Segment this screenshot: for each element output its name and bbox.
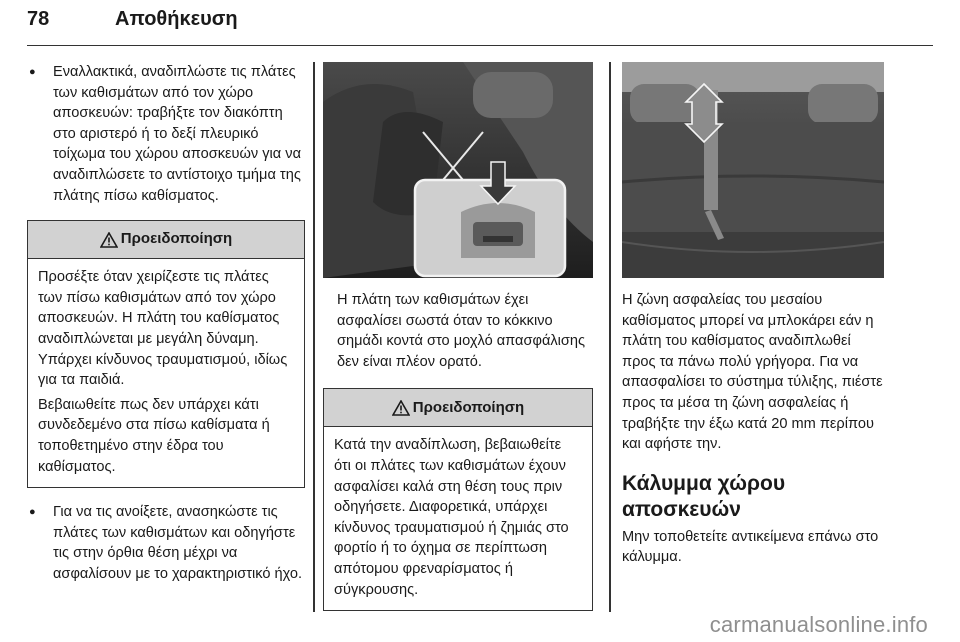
column-left — [27, 62, 305, 584]
seat-release-lever-image — [323, 62, 593, 278]
chapter-title: Αποθήκευση — [115, 8, 238, 30]
column-divider-1 — [313, 62, 315, 612]
warning-header — [28, 221, 304, 259]
warning-triangle-icon — [392, 400, 410, 416]
warning-title: Προειδοποίηση — [120, 230, 233, 248]
image-caption-seatbelt: Η ζώνη ασφαλείας του μεσαίου καθίσματος μπορεί να μπλοκάρει εάν η πλάτη του καθίσματος αναδιπλωθεί προς τα πάνω πολύ γρήγορα. Για να απασφαλίσει το σύστημα τύλιξης, πιέστε προς τα μέσα τη ζώνη ασφαλείας ή τραβήξτε την έξω κατά 20 mm περίπου και αφήστε την. — [622, 292, 883, 453]
warning-paragraph: Κατά την αναδίπλωση, βεβαιωθείτε ότι οι πλάτες των καθισμάτων έχουν ασφαλίσει καλά στη θέση τους πριν οδηγήσετε. Διαφορετικά, υπάρχει κίνδυνος τραυματισμού ή ζημιάς στο φορτίο ή το όχημα σε περίπτωση απότομου φρεναρίσματος ή σύγκρουσης. — [334, 437, 569, 598]
watermark: carmanualsonline.info — [709, 612, 928, 637]
page-header — [27, 4, 933, 46]
warning-paragraph: Βεβαιωθείτε πως δεν υπάρχει κάτι συνδεδεμένο στα πίσω καθίσματα ή τοποθετημένο στην έδρα του καθίσματος. — [38, 396, 270, 475]
bullet-item-raise-seatbacks: ● Για να τις ανοίξετε, ανασηκώστε τις πλάτες των καθισμάτων και οδηγήστε τις στην όρθια θέση μέχρι να ασφαλίσουν με το χαρακτηριστικό ήχο. — [27, 502, 305, 584]
warning-triangle-icon — [100, 232, 118, 248]
warning-body — [28, 259, 304, 487]
page-number: 78 — [27, 8, 50, 30]
section-title-luggage-cover: Κάλυμμα χώρου αποσκευών — [622, 471, 786, 521]
warning-box — [323, 388, 593, 611]
warning-body — [324, 427, 592, 610]
column-middle — [323, 62, 593, 611]
warning-box — [27, 220, 305, 488]
warning-paragraph: Προσέξτε όταν χειρίζεστε τις πλάτες των πίσω καθισμάτων από τον χώρο αποσκευών. Η πλάτη του καθίσματος αναδιπλώνεται με μεγάλη δύναμη. Υπάρχει κίνδυνος τραυματισμού, ιδίως για τα παιδιά. — [38, 269, 288, 389]
column-right — [622, 62, 884, 568]
warning-header — [324, 389, 592, 427]
image-caption-seat-lock: Η πλάτη των καθισμάτων έχει ασφαλίσει σωστά όταν το κόκκινο σημάδι κοντά στο μοχλό απασφάλισης δεν είναι πλέον ορατό. — [337, 292, 586, 370]
middle-seatbelt-image — [622, 62, 884, 278]
column-divider-2 — [609, 62, 611, 612]
bullet-item-alternative-fold: ● Εναλλακτικά, αναδιπλώστε τις πλάτες των καθισμάτων από τον χώρο αποσκευών: τραβήξτε τον διακόπτη στο αριστερό ή το δεξί πλευρικό τοίχωμα του χώρου αποσκευών για να αναδιπλώσετε το αντίστοιχο τμήμα της πλάτης πίσω καθίσματος. — [27, 62, 305, 206]
section-paragraph: Μην τοποθετείτε αντικείμενα επάνω στο κάλυμμα. — [622, 528, 879, 566]
warning-title: Προειδοποίηση — [412, 398, 525, 416]
